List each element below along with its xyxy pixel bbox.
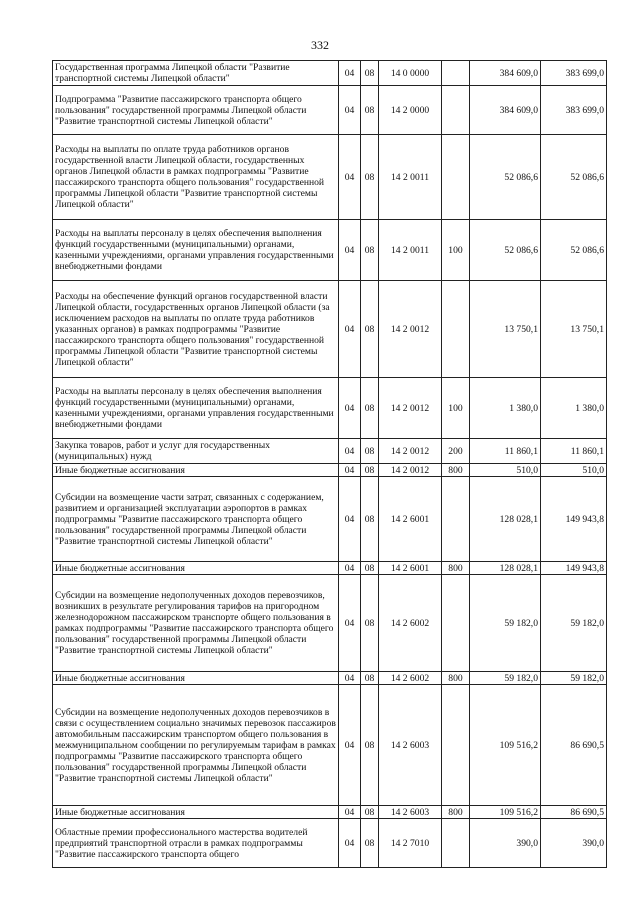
row-amount-1: 109 516,2 — [470, 685, 541, 806]
row-subsection: 08 — [361, 61, 379, 86]
row-amount-2: 1 380,0 — [541, 378, 607, 439]
row-section: 04 — [339, 819, 361, 868]
row-amount-1: 128 028,1 — [470, 562, 541, 575]
table-row — [53, 86, 607, 135]
row-target-code: 14 2 0012 — [379, 281, 442, 378]
row-subsection: 08 — [361, 672, 379, 685]
row-name: Государственная программа Липецкой области "Развитие транспортной системы Липецкой области" — [53, 61, 339, 86]
row-amount-2: 52 086,6 — [541, 220, 607, 281]
row-name: Иные бюджетные ассигнования — [53, 806, 339, 819]
row-amount-1: 59 182,0 — [470, 575, 541, 672]
row-amount-1: 390,0 — [470, 819, 541, 868]
row-target-code: 14 2 6003 — [379, 806, 442, 819]
row-target-code: 14 2 0000 — [379, 86, 442, 135]
row-section: 04 — [339, 378, 361, 439]
row-target-code: 14 0 0000 — [379, 61, 442, 86]
row-amount-2: 149 943,8 — [541, 477, 607, 562]
row-name: Областные премии профессионального мастерства водителей предприятий транспортной отрасли в рамках подпрограммы "Развитие пассажирского транспорта общего — [53, 819, 339, 868]
table-row — [53, 220, 607, 281]
row-amount-1: 1 380,0 — [470, 378, 541, 439]
row-target-code: 14 2 0012 — [379, 439, 442, 464]
row-expense-type — [442, 685, 470, 806]
row-section: 04 — [339, 220, 361, 281]
row-name: Иные бюджетные ассигнования — [53, 672, 339, 685]
row-expense-type — [442, 819, 470, 868]
table-row — [53, 464, 607, 477]
row-expense-type — [442, 135, 470, 220]
row-section: 04 — [339, 575, 361, 672]
row-subsection: 08 — [361, 220, 379, 281]
row-expense-type: 800 — [442, 562, 470, 575]
row-target-code: 14 2 0012 — [379, 378, 442, 439]
row-amount-1: 59 182,0 — [470, 672, 541, 685]
row-subsection: 08 — [361, 378, 379, 439]
row-name: Расходы на выплаты по оплате труда работников органов государственной власти Липецкой области, государственных органов Липецкой области в рамках подпрограммы "Развитие пассажирского транспорта общего пользования" государственной программы Липецкой области "Развитие транспортной системы Липецкой области" — [53, 135, 339, 220]
row-amount-2: 149 943,8 — [541, 562, 607, 575]
row-section: 04 — [339, 135, 361, 220]
row-expense-type: 800 — [442, 464, 470, 477]
row-expense-type — [442, 477, 470, 562]
row-section: 04 — [339, 685, 361, 806]
row-subsection: 08 — [361, 685, 379, 806]
row-name: Расходы на выплаты персоналу в целях обеспечения выполнения функций государственными (муниципальными) органами, казенными учреждениями, органами управления государственными внебюджетными фондами — [53, 378, 339, 439]
row-subsection: 08 — [361, 86, 379, 135]
row-amount-2: 510,0 — [541, 464, 607, 477]
row-subsection: 08 — [361, 464, 379, 477]
row-amount-1: 384 609,0 — [470, 86, 541, 135]
row-amount-1: 11 860,1 — [470, 439, 541, 464]
table-row — [53, 672, 607, 685]
row-name: Субсидии на возмещение недополученных доходов перевозчиков в связи с осуществлением социально значимых перевозок пассажиров автомобильным пассажирским транспортом общего пользования в межмуниципальном сообщении по регулируемым тарифам в рамках подпрограммы "Развитие пассажирского транспорта общего пользования" государственной программы Липецкой области "Развитие транспортной системы Липецкой области" — [53, 685, 339, 806]
row-target-code: 14 2 6002 — [379, 672, 442, 685]
table-row — [53, 685, 607, 806]
row-section: 04 — [339, 806, 361, 819]
row-name: Расходы на выплаты персоналу в целях обеспечения выполнения функций государственными (муниципальными) органами, казенными учреждениями, органами управления государственными внебюджетными фондами — [53, 220, 339, 281]
row-subsection: 08 — [361, 562, 379, 575]
row-amount-2: 59 182,0 — [541, 575, 607, 672]
row-subsection: 08 — [361, 135, 379, 220]
table-row — [53, 61, 607, 86]
table-row — [53, 819, 607, 868]
row-section: 04 — [339, 61, 361, 86]
row-subsection: 08 — [361, 819, 379, 868]
table-row — [53, 575, 607, 672]
row-expense-type — [442, 61, 470, 86]
row-amount-2: 390,0 — [541, 819, 607, 868]
row-name: Иные бюджетные ассигнования — [53, 464, 339, 477]
row-amount-2: 86 690,5 — [541, 685, 607, 806]
table-row — [53, 378, 607, 439]
row-section: 04 — [339, 86, 361, 135]
row-section: 04 — [339, 477, 361, 562]
row-name: Подпрограмма "Развитие пассажирского транспорта общего пользования" государственной программы Липецкой области "Развитие транспортной системы Липецкой области" — [53, 86, 339, 135]
row-target-code: 14 2 6001 — [379, 562, 442, 575]
row-subsection: 08 — [361, 575, 379, 672]
page-number: 332 — [311, 38, 329, 52]
row-subsection: 08 — [361, 806, 379, 819]
row-expense-type: 800 — [442, 806, 470, 819]
row-amount-2: 59 182,0 — [541, 672, 607, 685]
row-section: 04 — [339, 464, 361, 477]
row-subsection: 08 — [361, 477, 379, 562]
table-row — [53, 806, 607, 819]
budget-table — [52, 60, 607, 868]
row-expense-type — [442, 575, 470, 672]
row-target-code: 14 2 6003 — [379, 685, 442, 806]
row-target-code: 14 2 0011 — [379, 135, 442, 220]
row-subsection: 08 — [361, 281, 379, 378]
table-row — [53, 477, 607, 562]
row-amount-2: 52 086,6 — [541, 135, 607, 220]
row-name: Расходы на обеспечение функций органов государственной власти Липецкой области, государственных органов Липецкой области (за исключением расходов на выплаты по оплате труда работников указанных органов) в рамках подпрограммы "Развитие пассажирского транспорта общего пользования" государственной программы Липецкой области "Развитие транспортной системы Липецкой области" — [53, 281, 339, 378]
row-section: 04 — [339, 439, 361, 464]
row-name: Субсидии на возмещение части затрат, связанных с содержанием, развитием и организацией эксплуатации аэропортов в рамках подпрограммы "Развитие пассажирского транспорта общего пользования" государственной программы Липецкой области "Развитие транспортной системы Липецкой области" — [53, 477, 339, 562]
row-amount-1: 52 086,6 — [470, 220, 541, 281]
row-target-code: 14 2 0012 — [379, 464, 442, 477]
row-amount-2: 86 690,5 — [541, 806, 607, 819]
row-amount-1: 384 609,0 — [470, 61, 541, 86]
row-name: Субсидии на возмещение недополученных доходов перевозчиков, возникших в результате регулирования тарифов на пригородном железнодорожном пассажирском транспорте общего пользования в рамках подпрограммы "Развитие пассажирского транспорта общего пользования" государственной программы Липецкой области "Развитие транспортной системы Липецкой области" — [53, 575, 339, 672]
row-section: 04 — [339, 281, 361, 378]
row-target-code: 14 2 6001 — [379, 477, 442, 562]
row-expense-type: 100 — [442, 220, 470, 281]
row-expense-type: 200 — [442, 439, 470, 464]
row-name: Закупка товаров, работ и услуг для государственных (муниципальных) нужд — [53, 439, 339, 464]
row-target-code: 14 2 0011 — [379, 220, 442, 281]
row-section: 04 — [339, 562, 361, 575]
row-expense-type: 100 — [442, 378, 470, 439]
row-target-code: 14 2 7010 — [379, 819, 442, 868]
table-row — [53, 562, 607, 575]
table-row — [53, 439, 607, 464]
row-amount-1: 52 086,6 — [470, 135, 541, 220]
row-subsection: 08 — [361, 439, 379, 464]
row-amount-1: 109 516,2 — [470, 806, 541, 819]
row-expense-type — [442, 86, 470, 135]
row-name: Иные бюджетные ассигнования — [53, 562, 339, 575]
row-amount-2: 383 699,0 — [541, 86, 607, 135]
row-amount-1: 128 028,1 — [470, 477, 541, 562]
row-expense-type — [442, 281, 470, 378]
row-amount-1: 13 750,1 — [470, 281, 541, 378]
row-target-code: 14 2 6002 — [379, 575, 442, 672]
table-row — [53, 281, 607, 378]
table-row — [53, 135, 607, 220]
row-expense-type: 800 — [442, 672, 470, 685]
row-amount-2: 13 750,1 — [541, 281, 607, 378]
row-section: 04 — [339, 672, 361, 685]
row-amount-2: 383 699,0 — [541, 61, 607, 86]
row-amount-1: 510,0 — [470, 464, 541, 477]
row-amount-2: 11 860,1 — [541, 439, 607, 464]
